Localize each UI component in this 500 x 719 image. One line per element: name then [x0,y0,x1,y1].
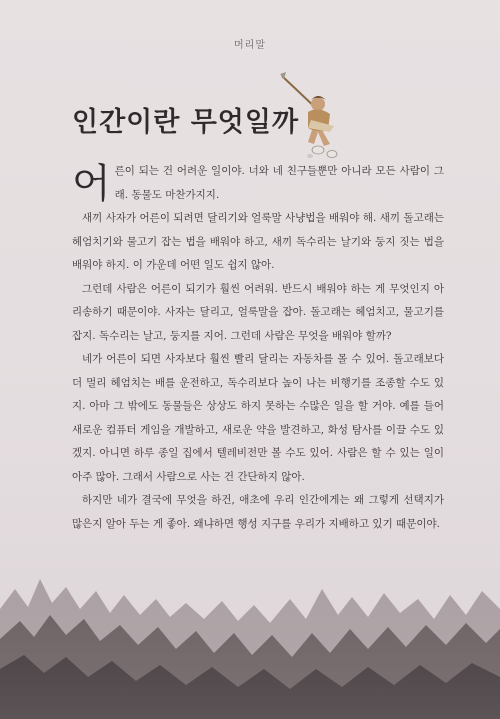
body-text [72,160,444,536]
page-title: 인간이란 무엇일까 [72,107,300,138]
section-label: 머리말 [234,40,266,51]
forest-silhouette-illustration [0,569,500,719]
drop-cap: 어 [72,161,111,207]
paragraph: 하지만 네가 결국에 무엇을 하건, 애초에 우리 인간에게는 왜 그렇게 선택지가 많은지 알아 두는 게 좋아. 왜냐하면 행성 지구를 우리가 지배하고 있기 때문이야. [72,494,444,530]
paragraph-text: 른이 되는 건 어려운 일이야. 너와 네 친구들뿐만 아니라 모든 사람이 그래. 동물도 마찬가지지. [114,165,444,201]
paragraph: 새끼 사자가 어른이 되려면 달리기와 얼룩말 사냥법을 배워야 해. 새끼 돌고래는 헤엄치기와 물고기 잡는 법을 배워야 하고, 새끼 독수리는 날기와 둥지 짓는 법을 배워야 하지. 이 가운데 어떤 일도 쉽지 않아. [72,212,444,271]
paragraph: 그런데 사람은 어른이 되기가 훨씬 어려워. 반드시 배워야 하는 게 무엇인지 아리송하기 때문이야. 사자는 달리고, 얼룩말을 잡아. 돌고래는 헤엄치고, 물고기를 잡지. 독수리는 날고, 둥지를 지어. 그런데 사람은 무엇을 배워야 할까? [72,282,444,342]
paragraph: 네가 어른이 되면 사자보다 훨씬 빨리 달리는 자동차를 몰 수 있어. 돌고래보다 더 멀리 헤엄치는 배를 운전하고, 독수리보다 높이 나는 비행기를 조종할 수도 있지. 아마 그 밖에도 동물들은 상상도 하지 못하는 수많은 일을 할 거야. 예를 들어 새로운 컴퓨터 게임을 개발하고, 새로운 약을 발견하고, 화성 탐사를 이끌 수도 있겠지. 아니면 하루 종일 집에서 텔레비전만 볼 수도 있어. 사람은 할 수 있는 일이 아주 많아. 그래서 사람으로 사는 건 간단하지 않아. [72,353,444,483]
paragraph [72,160,444,207]
caveman-figure-illustration [278,70,348,160]
